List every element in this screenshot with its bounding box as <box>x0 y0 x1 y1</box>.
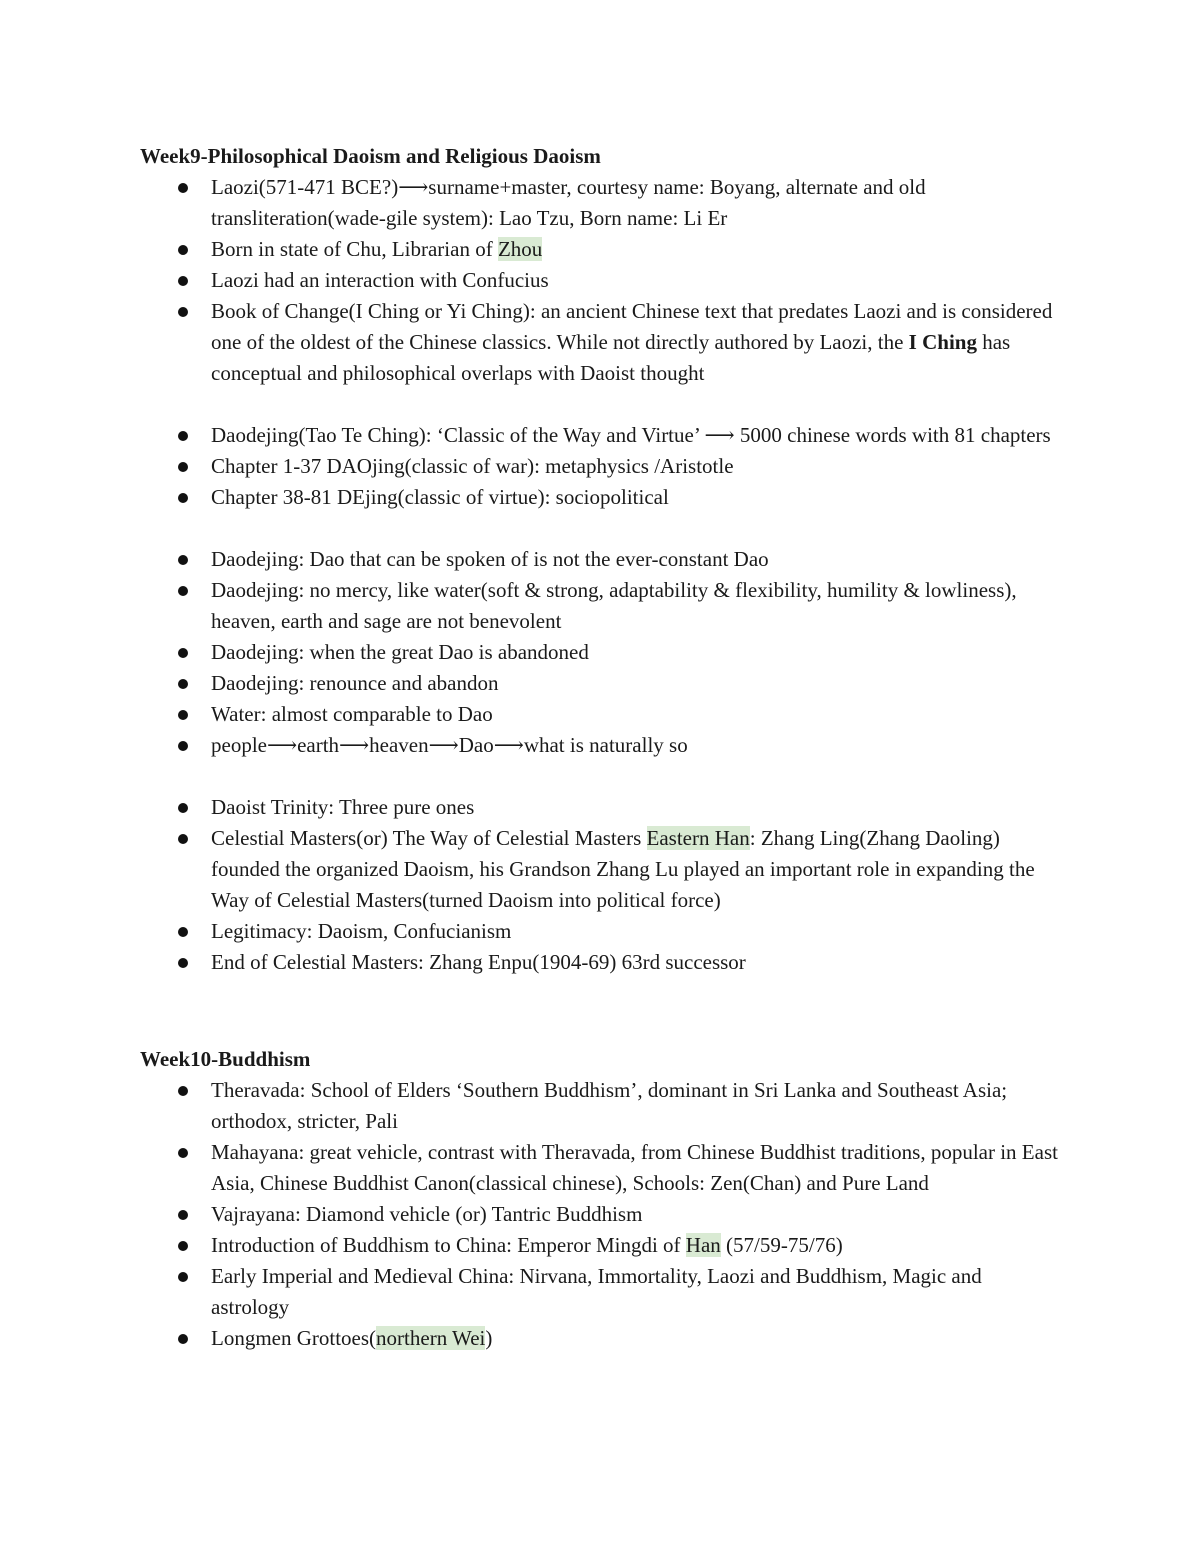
week10-heading: Week10-Buddhism <box>140 1047 311 1071</box>
highlighted-term: northern Wei <box>376 1326 486 1350</box>
list-item <box>140 172 1060 234</box>
bullet-icon <box>178 183 188 193</box>
list-item <box>140 265 1060 296</box>
list-item <box>140 482 1060 513</box>
list-item-text: Vajrayana: Diamond vehicle (or) Tantric Buddhism <box>211 1202 643 1226</box>
list-item-text: has conceptual and philosophical overlaps with Daoist thought <box>211 330 1011 385</box>
list-item-text: Chapter 1-37 DAOjing(classic of war): metaphysics /Aristotle <box>211 454 734 478</box>
bullet-icon <box>178 648 188 658</box>
list-item <box>140 1075 1060 1137</box>
list-item <box>140 420 1060 451</box>
week10-section <box>140 1044 1060 1354</box>
list-item <box>140 234 1060 265</box>
bullet-icon <box>178 1148 188 1158</box>
list-item <box>140 1230 1060 1261</box>
bullet-icon <box>178 462 188 472</box>
list-item-text: Legitimacy: Daoism, Confucianism <box>211 919 512 943</box>
bullet-icon <box>178 431 188 441</box>
bullet-icon <box>178 1334 188 1344</box>
list-item-text: Daodejing: renounce and abandon <box>211 671 499 695</box>
bullet-icon <box>178 307 188 317</box>
week10-list <box>140 1075 1060 1354</box>
list-item <box>140 1137 1060 1199</box>
week9-heading: Week9-Philosophical Daoism and Religious Daoism <box>140 144 601 168</box>
list-item <box>140 947 1060 978</box>
bullet-icon <box>178 555 188 565</box>
list-item-text: people⟶earth⟶heaven⟶Dao⟶what is naturally so <box>211 733 688 757</box>
list-item-text: : Zhang Ling(Zhang Daoling) founded the organized Daoism, his Grandson Zhang Lu played an important role in expanding the Way of Celestial Masters(turned Daoism into political force) <box>211 826 1035 912</box>
bullet-icon <box>178 834 188 844</box>
list-item-text: Laozi had an interaction with Confucius <box>211 268 549 292</box>
bullet-icon <box>178 1241 188 1251</box>
list-item-text: Chapter 38-81 DEjing(classic of virtue): sociopolitical <box>211 485 669 509</box>
list-item-text: Water: almost comparable to Dao <box>211 702 493 726</box>
list-item-text: Daodejing: when the great Dao is abandoned <box>211 640 589 664</box>
week9-section <box>140 141 1060 978</box>
list-item-text: Daoist Trinity: Three pure ones <box>211 795 475 819</box>
bullet-icon <box>178 493 188 503</box>
list-item-text: Laozi(571-471 BCE?)⟶surname+master, courtesy name: Boyang, alternate and old transliteration(wade-gile system): Lao Tzu, Born name: Li Er <box>211 175 926 230</box>
list-item <box>140 668 1060 699</box>
list-item <box>140 1199 1060 1230</box>
bold-term: I Ching <box>908 330 977 354</box>
list-item-text: Daodejing: no mercy, like water(soft & strong, adaptability & flexibility, humility & lowliness), heaven, earth and sage are not benevolent <box>211 578 1017 633</box>
bullet-icon <box>178 245 188 255</box>
list-item-text: Book of Change(I Ching or Yi Ching): an ancient Chinese text that predates Laozi and is considered one of the oldest of the Chinese classics. While not directly authored by Laozi, the <box>211 299 1053 354</box>
bullet-icon <box>178 1210 188 1220</box>
list-item <box>140 575 1060 637</box>
list-item <box>140 823 1060 916</box>
list-item-text: Theravada: School of Elders ‘Southern Buddhism’, dominant in Sri Lanka and Southeast Asia; orthodox, stricter, Pali <box>211 1078 1008 1133</box>
bullet-icon <box>178 586 188 596</box>
highlighted-term: Eastern Han <box>646 826 750 850</box>
list-item-text: Mahayana: great vehicle, contrast with Theravada, from Chinese Buddhist traditions, popular in East Asia, Chinese Buddhist Canon(classical chinese), Schools: Zen(Chan) and Pure Land <box>211 1140 1058 1195</box>
list-item-text: Celestial Masters(or) The Way of Celestial Masters <box>211 826 647 850</box>
week9-list <box>140 172 1060 978</box>
bullet-icon <box>178 710 188 720</box>
list-item-text: Daodejing: Dao that can be spoken of is not the ever-constant Dao <box>211 547 769 571</box>
list-item-text: (57/59-75/76) <box>720 1233 843 1257</box>
list-item-text: Introduction of Buddhism to China: Emperor Mingdi of <box>211 1233 686 1257</box>
list-item <box>140 451 1060 482</box>
list-item <box>140 1261 1060 1323</box>
list-item-text: End of Celestial Masters: Zhang Enpu(1904-69) 63rd successor <box>211 950 746 974</box>
bullet-icon <box>178 803 188 813</box>
list-item <box>140 699 1060 730</box>
spacer <box>140 761 1060 792</box>
list-item <box>140 296 1060 389</box>
bullet-icon <box>178 958 188 968</box>
bullet-icon <box>178 679 188 689</box>
list-item-text: ) <box>485 1326 493 1350</box>
list-item-text: Born in state of Chu, Librarian of <box>211 237 498 261</box>
spacer <box>140 513 1060 544</box>
list-item <box>140 792 1060 823</box>
list-item-text: Early Imperial and Medieval China: Nirvana, Immortality, Laozi and Buddhism, Magic and astrology <box>211 1264 982 1319</box>
highlighted-term: Han <box>685 1233 721 1257</box>
list-item-text: Daodejing(Tao Te Ching): ‘Classic of the Way and Virtue’ ⟶ 5000 chinese words with 81 chapters <box>211 423 1051 447</box>
bullet-icon <box>178 276 188 286</box>
highlighted-term: Zhou <box>497 237 543 261</box>
list-item <box>140 637 1060 668</box>
bullet-icon <box>178 1272 188 1282</box>
bullet-icon <box>178 741 188 751</box>
bullet-icon <box>178 927 188 937</box>
spacer <box>140 389 1060 420</box>
list-item <box>140 916 1060 947</box>
list-item <box>140 1323 1060 1354</box>
list-item <box>140 544 1060 575</box>
bullet-icon <box>178 1086 188 1096</box>
list-item-text: Longmen Grottoes( <box>211 1326 377 1350</box>
list-item <box>140 730 1060 761</box>
